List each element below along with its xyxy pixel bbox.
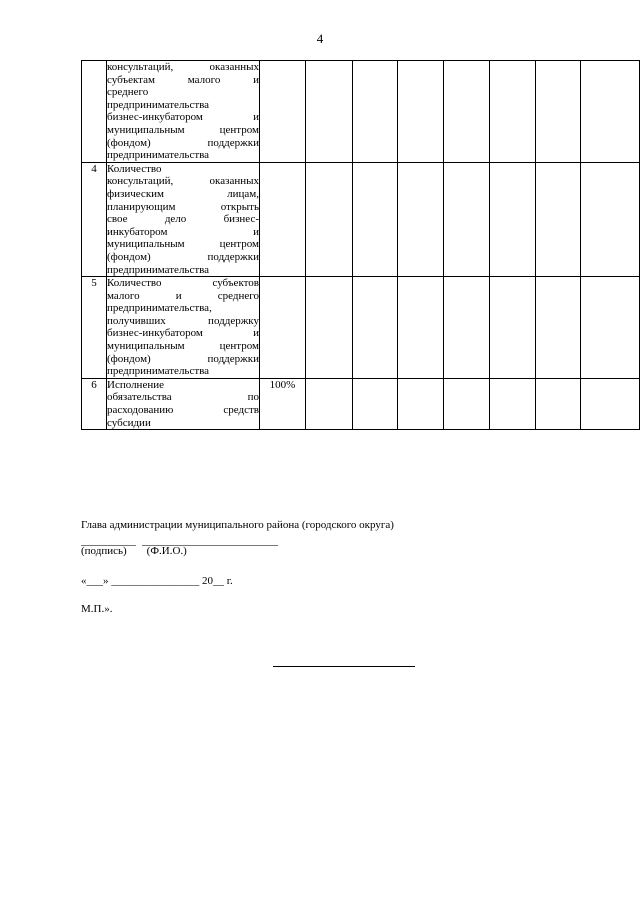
row-number: 5 (82, 277, 107, 379)
indicator-name-line: консультаций, оказанных (107, 175, 259, 188)
value-cell (581, 378, 640, 429)
page-number: 4 (316, 31, 324, 46)
value-cell (581, 162, 640, 276)
value-cell (353, 378, 398, 429)
indicator-name (107, 162, 260, 276)
head-title: Глава администрации муниципального района (городского округа) (81, 519, 394, 531)
indicator-name (107, 61, 260, 163)
row-number: 6 (82, 378, 107, 429)
value-cell (306, 277, 353, 379)
indicator-name-line: (фондом) поддержки (107, 250, 259, 263)
signature-labels (81, 545, 187, 558)
indicator-name-line: предпринимательства (107, 149, 210, 162)
indicator-name-line: малого и среднего (107, 289, 259, 302)
indicator-name-line: расходованию средств (107, 404, 259, 417)
indicator-name-line: предпринимательства (107, 365, 210, 378)
indicator-name-line: (фондом) поддержки (107, 352, 259, 365)
indicator-name-line: свое дело бизнес- (107, 213, 259, 226)
indicator-name-line: Количество субъектов (107, 277, 259, 290)
indicator-name (107, 378, 260, 429)
indicator-name-line: предпринимательства, (107, 302, 212, 315)
indicator-name-line: среднего (107, 86, 149, 99)
indicators-table (81, 60, 640, 430)
sign-label: (подпись) (81, 545, 127, 557)
closing-rule (273, 666, 415, 667)
value-cell (353, 162, 398, 276)
indicator-name-line: консультаций, оказанных (107, 61, 259, 73)
indicator-name-line: Количество (107, 162, 162, 175)
value-cell (536, 378, 581, 429)
indicator-name-line: обязательства по (107, 391, 259, 404)
indicator-name-line: получивших поддержку (107, 314, 259, 327)
value-cell (398, 61, 444, 163)
indicator-name-line: физическим лицам, (107, 187, 259, 200)
table-row (82, 162, 640, 276)
value-cell (398, 277, 444, 379)
indicator-name-line: муниципальным центром (107, 238, 259, 251)
value-cell (353, 61, 398, 163)
table-row (82, 378, 640, 429)
value-cell (490, 162, 536, 276)
value-cell (306, 162, 353, 276)
value-cell (536, 277, 581, 379)
value-cell (490, 277, 536, 379)
indicator-name-line: планирующим открыть (107, 200, 259, 213)
indicator-name-line: предпринимательства (107, 98, 210, 111)
date-line: «___» ________________ 20__ г. (81, 575, 233, 587)
value-cell (306, 61, 353, 163)
target-value-cell (260, 277, 306, 379)
fio-label: (Ф.И.О.) (146, 545, 187, 557)
indicator-name-line: субъектам малого и (107, 73, 259, 86)
value-cell (306, 378, 353, 429)
indicator-name-line: бизнес-инкубатором и (107, 327, 259, 340)
value-cell (536, 162, 581, 276)
value-cell (490, 378, 536, 429)
target-value-cell (260, 61, 306, 163)
indicator-name-line: субсидии (107, 416, 151, 429)
indicator-name-line: Исполнение (107, 378, 164, 391)
value-cell (444, 378, 490, 429)
target-value-cell: 100% (260, 378, 306, 429)
value-cell (444, 61, 490, 163)
indicator-name-line: инкубатором и (107, 225, 259, 238)
table-row (82, 61, 640, 163)
indicator-name-line: (фондом) поддержки (107, 136, 259, 149)
row-number (82, 61, 107, 163)
row-number: 4 (82, 162, 107, 276)
stamp-label: М.П.». (81, 603, 113, 615)
value-cell (398, 162, 444, 276)
indicator-name-line: бизнес-инкубатором и (107, 111, 259, 124)
indicator-name-line: муниципальным центром (107, 340, 259, 353)
indicator-name-line: муниципальным центром (107, 123, 259, 136)
value-cell (353, 277, 398, 379)
value-cell (581, 61, 640, 163)
value-cell (444, 162, 490, 276)
value-cell (536, 61, 581, 163)
target-value-cell (260, 162, 306, 276)
indicator-name (107, 277, 260, 379)
indicator-name-line: предпринимательства (107, 263, 210, 276)
value-cell (490, 61, 536, 163)
table-row (82, 277, 640, 379)
value-cell (398, 378, 444, 429)
value-cell (444, 277, 490, 379)
value-cell (581, 277, 640, 379)
